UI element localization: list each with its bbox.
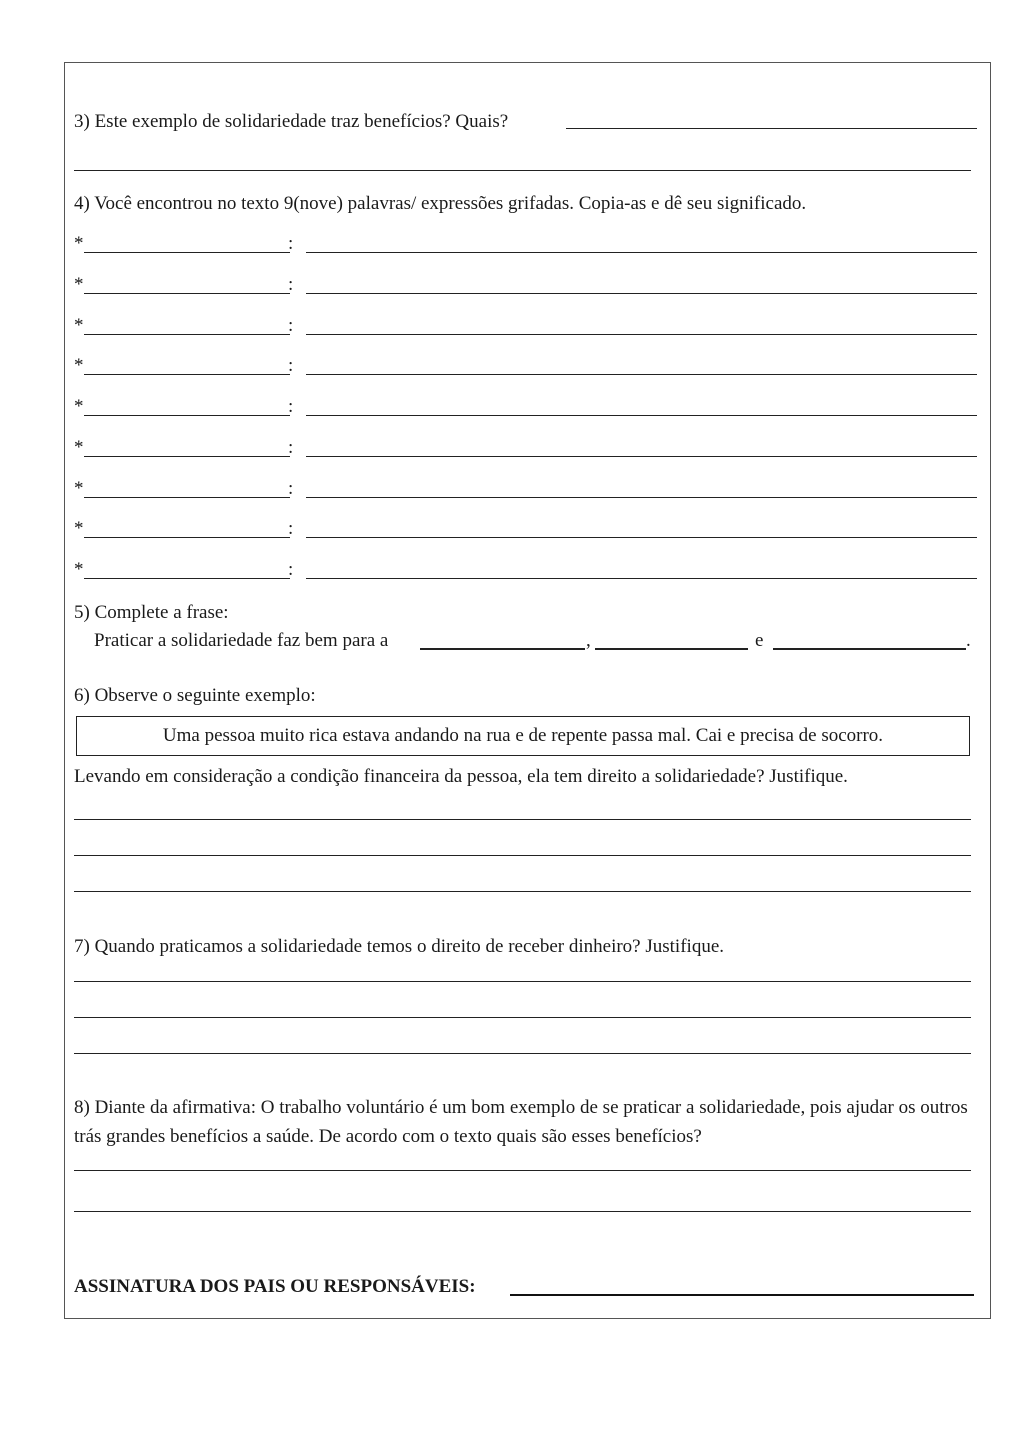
bullet: * — [74, 233, 84, 254]
fill-blank-1[interactable] — [420, 648, 585, 650]
separator: : — [288, 559, 294, 580]
separator: : — [288, 233, 294, 254]
signature-line[interactable] — [510, 1294, 974, 1296]
question-8-text: 8) Diante da afirmativa: O trabalho voluntário é um bom exemplo de se praticar a solidariedade, pois ajudar os outros trás grandes benefícios a saúde. De acordo com o texto quais são esses benefícios? — [74, 1097, 968, 1147]
word-blank[interactable] — [84, 497, 290, 498]
word-blank[interactable] — [84, 456, 290, 457]
meaning-blank[interactable] — [306, 578, 977, 579]
connector-word: e — [755, 630, 764, 651]
separator: : — [288, 315, 294, 336]
sentence-to-complete: Praticar a solidariedade faz bem para a — [94, 630, 389, 651]
answer-line[interactable] — [566, 128, 977, 129]
comma: , — [586, 630, 591, 651]
meaning-blank[interactable] — [306, 415, 977, 416]
period: . — [966, 630, 971, 651]
word-blank[interactable] — [84, 537, 290, 538]
answer-line[interactable] — [74, 1017, 971, 1018]
signature-label: ASSINATURA DOS PAIS OU RESPONSÁVEIS: — [74, 1276, 476, 1297]
meaning-blank[interactable] — [306, 456, 977, 457]
question-4-text: 4) Você encontrou no texto 9(nove) palavras/ expressões grifadas. Copia-as e dê seu significado. — [74, 193, 807, 214]
separator: : — [288, 437, 294, 458]
fill-blank-2[interactable] — [595, 648, 748, 650]
answer-line[interactable] — [74, 855, 971, 856]
bullet: * — [74, 559, 84, 580]
answer-line[interactable] — [74, 1170, 971, 1171]
separator: : — [288, 274, 294, 295]
meaning-blank[interactable] — [306, 537, 977, 538]
meaning-blank[interactable] — [306, 293, 977, 294]
word-blank[interactable] — [84, 415, 290, 416]
bullet: * — [74, 518, 84, 539]
answer-line[interactable] — [74, 1211, 971, 1212]
question-3-text: 3) Este exemplo de solidariedade traz benefícios? Quais? — [74, 111, 509, 132]
answer-line[interactable] — [74, 891, 971, 892]
question-5-text: 5) Complete a frase: — [74, 602, 229, 623]
fill-blank-3[interactable] — [773, 648, 966, 650]
question-6-prompt: Levando em consideração a condição financeira da pessoa, ela tem direito a solidariedade? Justifique. — [74, 766, 848, 787]
separator: : — [288, 355, 294, 376]
separator: : — [288, 396, 294, 417]
answer-line[interactable] — [74, 819, 971, 820]
question-6-text: 6) Observe o seguinte exemplo: — [74, 685, 316, 706]
meaning-blank[interactable] — [306, 497, 977, 498]
answer-line[interactable] — [74, 170, 971, 171]
meaning-blank[interactable] — [306, 252, 977, 253]
separator: : — [288, 518, 294, 539]
answer-line[interactable] — [74, 981, 971, 982]
word-blank[interactable] — [84, 293, 290, 294]
bullet: * — [74, 396, 84, 417]
bullet: * — [74, 437, 84, 458]
bullet: * — [74, 478, 84, 499]
word-blank[interactable] — [84, 374, 290, 375]
answer-line[interactable] — [74, 1053, 971, 1054]
bullet: * — [74, 355, 84, 376]
word-blank[interactable] — [84, 578, 290, 579]
meaning-blank[interactable] — [306, 374, 977, 375]
question-7-text: 7) Quando praticamos a solidariedade temos o direito de receber dinheiro? Justifique. — [74, 936, 724, 957]
bullet: * — [74, 315, 84, 336]
separator: : — [288, 478, 294, 499]
example-box: Uma pessoa muito rica estava andando na rua e de repente passa mal. Cai e precisa de socorro. — [76, 716, 970, 756]
meaning-blank[interactable] — [306, 334, 977, 335]
bullet: * — [74, 274, 84, 295]
word-blank[interactable] — [84, 252, 290, 253]
word-blank[interactable] — [84, 334, 290, 335]
